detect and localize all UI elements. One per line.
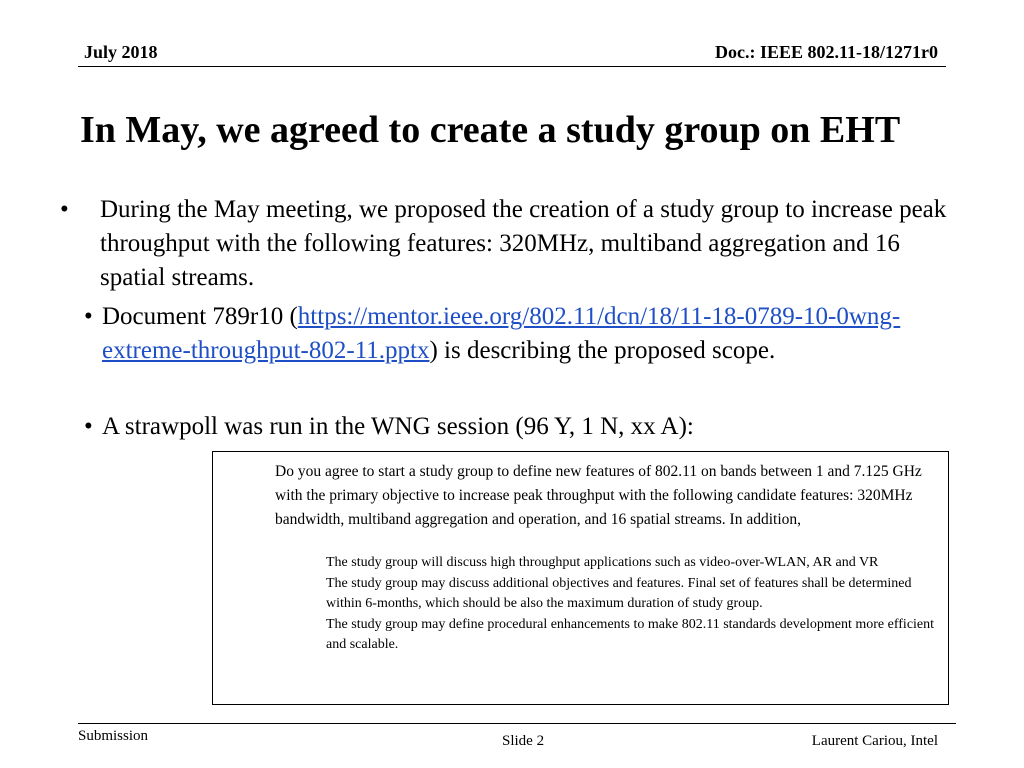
header-doc-id: Doc.: IEEE 802.11-18/1271r0 bbox=[715, 42, 938, 62]
footer-divider bbox=[78, 723, 956, 724]
motion-item: The study group may define procedural enhancements to make 802.11 standards development more efficient and scalable. bbox=[326, 616, 935, 652]
motion-items bbox=[326, 553, 936, 656]
bullet-dot: • bbox=[84, 413, 93, 440]
document-prefix: Document 789r10 ( bbox=[102, 303, 298, 330]
bullet-dot: • bbox=[84, 303, 93, 330]
footer-submission: Submission bbox=[78, 728, 149, 744]
footer-slide-number: Slide 2 bbox=[502, 733, 545, 749]
bullet-dot: • bbox=[60, 196, 69, 223]
slide-title: In May, we agreed to create a study group on EHT bbox=[80, 109, 901, 151]
document-link[interactable]: https://mentor.ieee.org/802.11/dcn/18/11-18-0789-10-0wng-extreme-throughput-802-11.pptx bbox=[102, 303, 901, 364]
header-date: July 2018 bbox=[84, 42, 158, 62]
motion-item: The study group will discuss high throughput applications such as video-over-WLAN, AR and VR bbox=[326, 555, 879, 570]
motion-box bbox=[212, 451, 949, 705]
bullet-main-text: During the May meeting, we proposed the creation of a study group to increase peak throughput with the following features: 320MHz, multiband aggregation and 16 spatial streams. bbox=[100, 196, 947, 291]
footer-author: Laurent Cariou, Intel bbox=[811, 733, 938, 749]
motion-item: The study group may discuss additional objectives and features. Final set of features shall be determined within 6-months, which should be also the maximum duration of study group. bbox=[326, 575, 912, 611]
bullet-strawpoll-text: A strawpoll was run in the WNG session (96 Y, 1 N, xx A): bbox=[102, 413, 694, 440]
bullet-document-text bbox=[102, 300, 952, 368]
header-divider bbox=[78, 66, 946, 67]
motion-question: Do you agree to start a study group to define new features of 802.11 on bands between 1 and 7.125 GHz with the primary objective to increase peak throughput with the following candidate features: 320MHz bandwidth, multiband aggregation and operation, and 16 spatial streams. In addition, bbox=[275, 463, 922, 528]
document-suffix: ) is describing the proposed scope. bbox=[429, 337, 776, 364]
